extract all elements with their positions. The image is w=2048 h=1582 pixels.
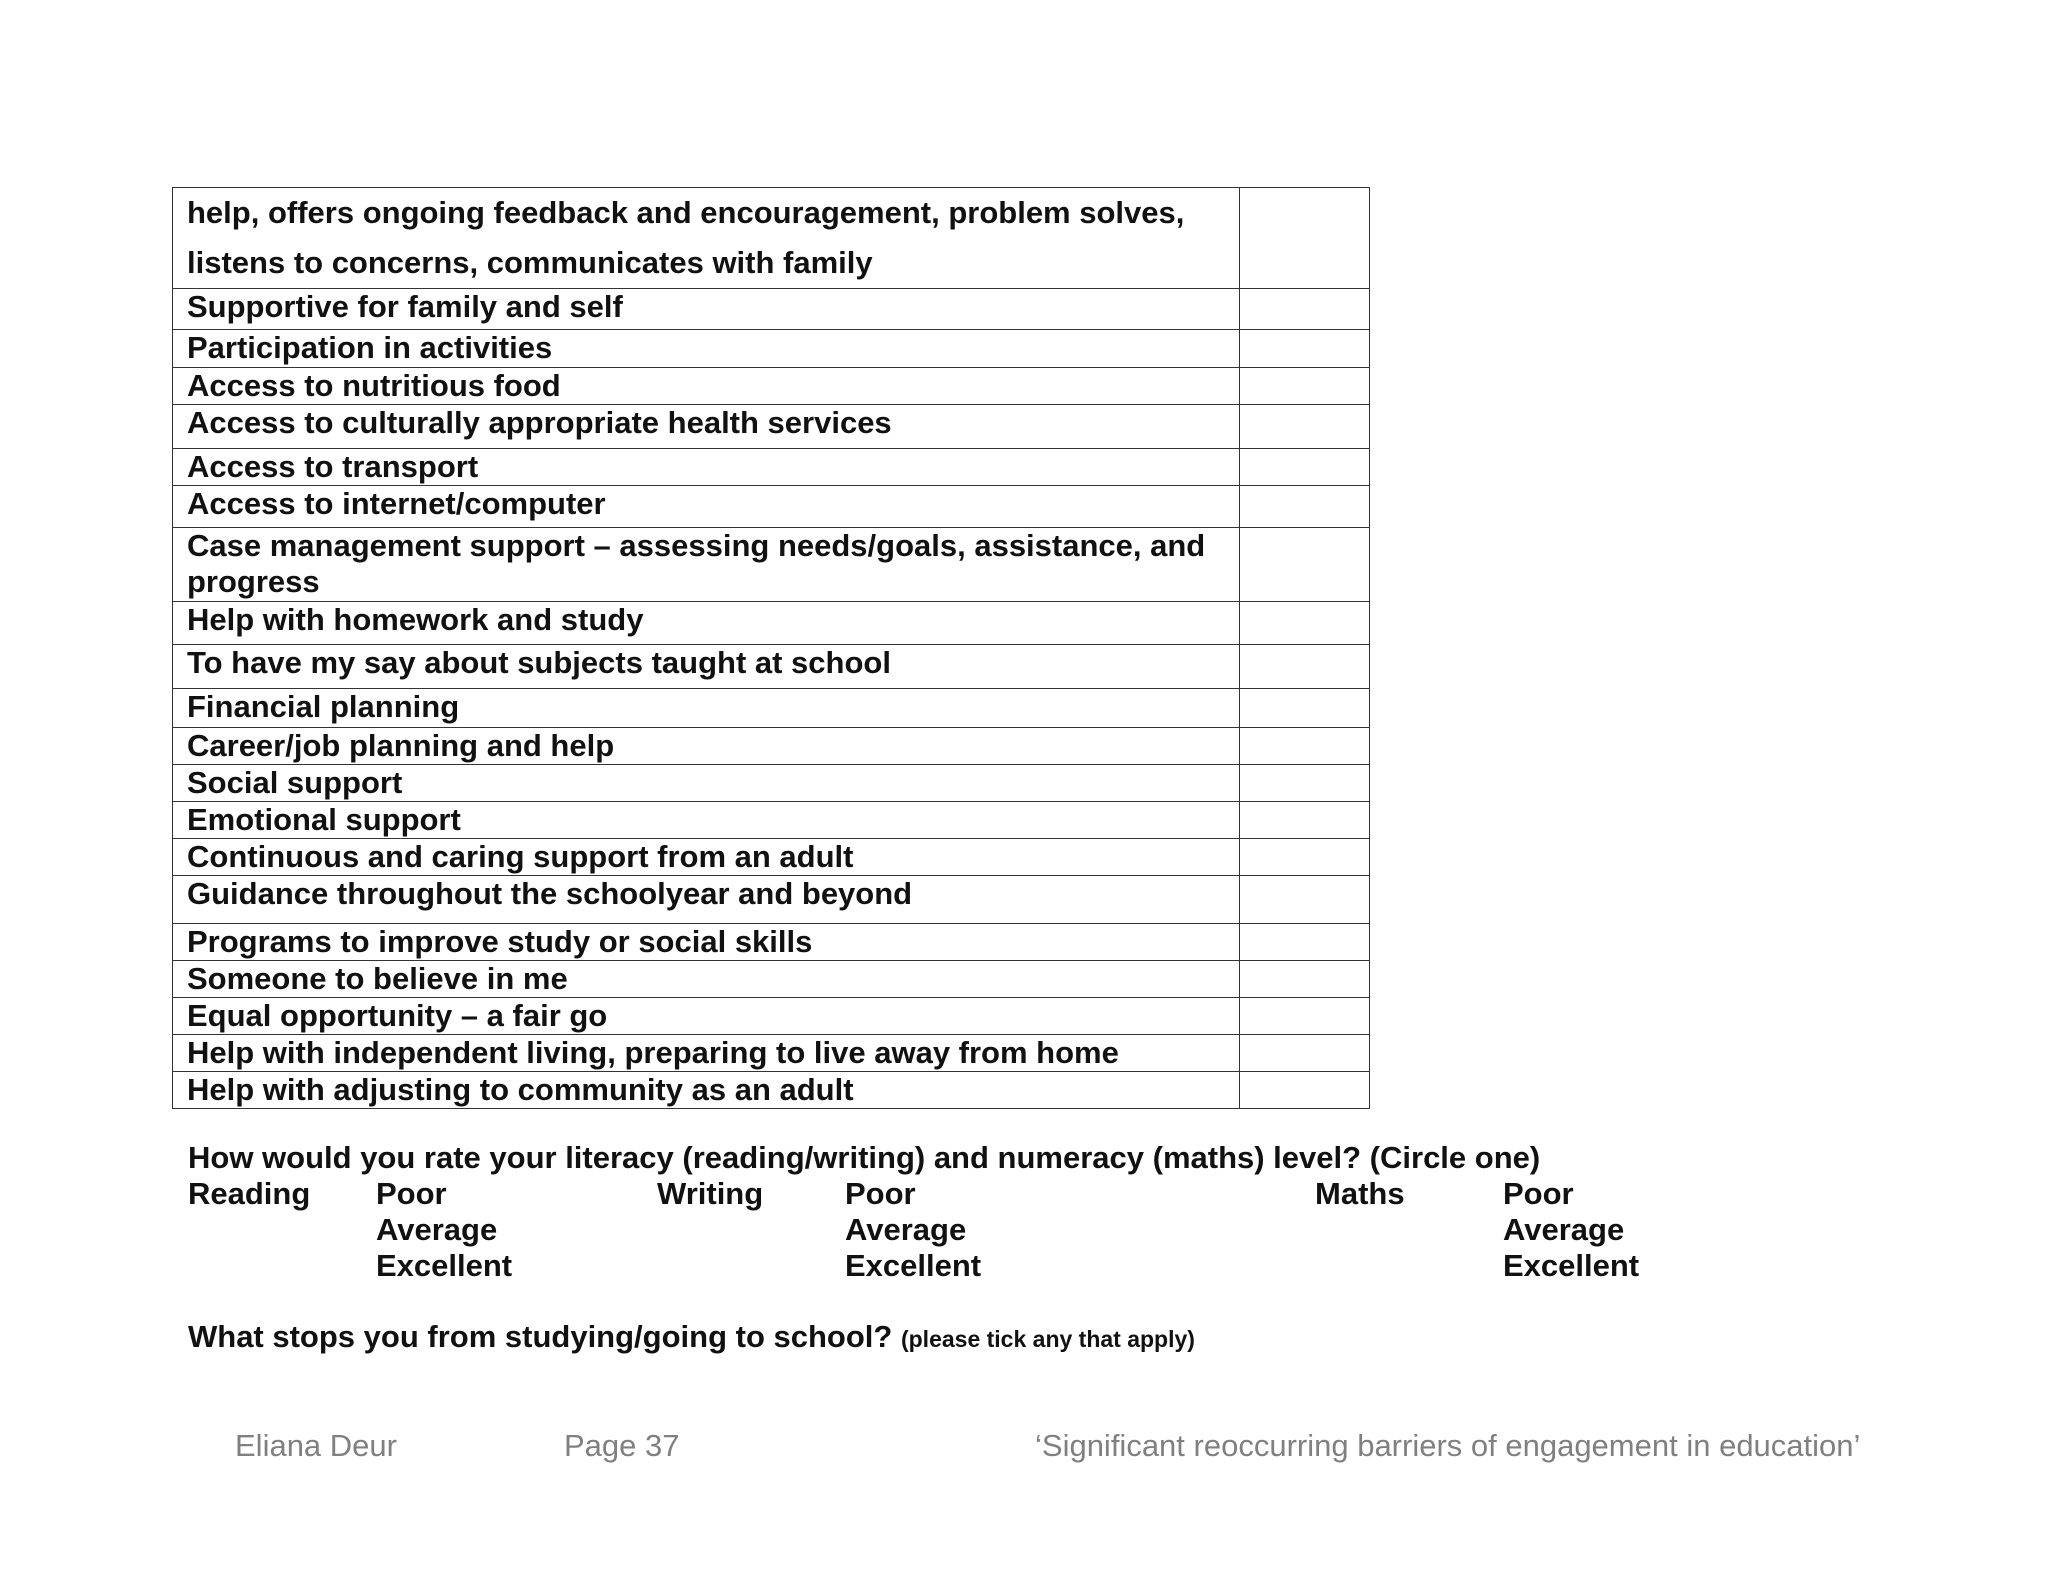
tick-box[interactable] <box>1240 289 1370 330</box>
table-row <box>173 405 1370 449</box>
footer-author: Eliana Deur <box>235 1428 397 1463</box>
tick-box[interactable] <box>1240 1035 1370 1072</box>
support-item-label: Equal opportunity – a fair go <box>173 998 1240 1035</box>
support-item-label: Access to culturally appropriate health services <box>173 405 1240 449</box>
table-row <box>173 689 1370 728</box>
tick-box[interactable] <box>1240 1072 1370 1109</box>
tick-box[interactable] <box>1240 405 1370 449</box>
support-item-label: Career/job planning and help <box>173 728 1240 765</box>
support-item-label: help, offers ongoing feedback and encouragement, problem solves, listens to concerns, communicates with family <box>173 188 1240 289</box>
literacy-question: How would you rate your literacy (reading/writing) and numeracy (maths) level? (Circle one) <box>188 1140 1541 1175</box>
table-row <box>173 998 1370 1035</box>
reading-label: Reading <box>188 1176 311 1211</box>
table-row <box>173 289 1370 330</box>
support-item-label: Case management support – assessing needs/goals, assistance, and progress <box>173 528 1240 602</box>
maths-label: Maths <box>1315 1176 1405 1211</box>
support-item-label: Financial planning <box>173 689 1240 728</box>
reading-option-poor[interactable]: Poor <box>376 1176 447 1211</box>
support-item-label: Programs to improve study or social skills <box>173 924 1240 961</box>
tick-box[interactable] <box>1240 528 1370 602</box>
table-row <box>173 876 1370 924</box>
support-item-label: Help with homework and study <box>173 602 1240 645</box>
table-row <box>173 486 1370 528</box>
tick-box[interactable] <box>1240 961 1370 998</box>
support-item-label: Participation in activities <box>173 330 1240 368</box>
table-row <box>173 924 1370 961</box>
tick-box[interactable] <box>1240 728 1370 765</box>
tick-box[interactable] <box>1240 839 1370 876</box>
table-row <box>173 961 1370 998</box>
support-item-label: To have my say about subjects taught at school <box>173 645 1240 689</box>
table-row <box>173 1072 1370 1109</box>
support-item-label: Social support <box>173 765 1240 802</box>
tick-box[interactable] <box>1240 998 1370 1035</box>
writing-option-excellent[interactable]: Excellent <box>845 1248 982 1283</box>
writing-option-poor[interactable]: Poor <box>845 1176 916 1211</box>
support-item-label: Continuous and caring support from an adult <box>173 839 1240 876</box>
tick-box[interactable] <box>1240 368 1370 405</box>
maths-options <box>1503 1176 1639 1284</box>
support-item-label: Access to transport <box>173 449 1240 486</box>
table-row <box>173 839 1370 876</box>
support-item-label: Someone to believe in me <box>173 961 1240 998</box>
table-row <box>173 449 1370 486</box>
maths-option-poor[interactable]: Poor <box>1503 1176 1574 1211</box>
table-row <box>173 645 1370 689</box>
writing-label: Writing <box>657 1176 764 1211</box>
table-row <box>173 728 1370 765</box>
tick-box[interactable] <box>1240 924 1370 961</box>
support-item-label: Guidance throughout the schoolyear and beyond <box>173 876 1240 924</box>
support-item-label: Emotional support <box>173 802 1240 839</box>
barriers-question <box>188 1319 1195 1357</box>
support-item-label: Help with independent living, preparing to live away from home <box>173 1035 1240 1072</box>
table-row <box>173 765 1370 802</box>
reading-option-excellent[interactable]: Excellent <box>376 1248 513 1283</box>
table-row <box>173 802 1370 839</box>
footer-document-title: ‘Significant reoccurring barriers of engagement in education’ <box>1035 1428 1861 1463</box>
tick-box[interactable] <box>1240 486 1370 528</box>
support-needs-table <box>172 187 1370 1109</box>
tick-box[interactable] <box>1240 602 1370 645</box>
tick-box[interactable] <box>1240 689 1370 728</box>
reading-options <box>376 1176 512 1284</box>
tick-box[interactable] <box>1240 449 1370 486</box>
table-row <box>173 330 1370 368</box>
footer-page-number: Page 37 <box>564 1428 680 1463</box>
tick-box[interactable] <box>1240 765 1370 802</box>
reading-option-average[interactable]: Average <box>376 1212 498 1247</box>
tick-box[interactable] <box>1240 876 1370 924</box>
barriers-note: (please tick any that apply) <box>900 1326 1195 1352</box>
table-row <box>173 528 1370 602</box>
tick-box[interactable] <box>1240 645 1370 689</box>
tick-box[interactable] <box>1240 802 1370 839</box>
maths-option-average[interactable]: Average <box>1503 1212 1625 1247</box>
table-row <box>173 1035 1370 1072</box>
writing-options <box>845 1176 981 1284</box>
table-row <box>173 368 1370 405</box>
table-row <box>173 602 1370 645</box>
tick-box[interactable] <box>1240 188 1370 289</box>
support-item-label: Supportive for family and self <box>173 289 1240 330</box>
maths-option-excellent[interactable]: Excellent <box>1503 1248 1640 1283</box>
barriers-question-text: What stops you from studying/going to school? <box>188 1319 893 1354</box>
table-row <box>173 188 1370 289</box>
support-item-label: Help with adjusting to community as an adult <box>173 1072 1240 1109</box>
writing-option-average[interactable]: Average <box>845 1212 967 1247</box>
support-item-label: Access to internet/computer <box>173 486 1240 528</box>
tick-box[interactable] <box>1240 330 1370 368</box>
support-item-label: Access to nutritious food <box>173 368 1240 405</box>
